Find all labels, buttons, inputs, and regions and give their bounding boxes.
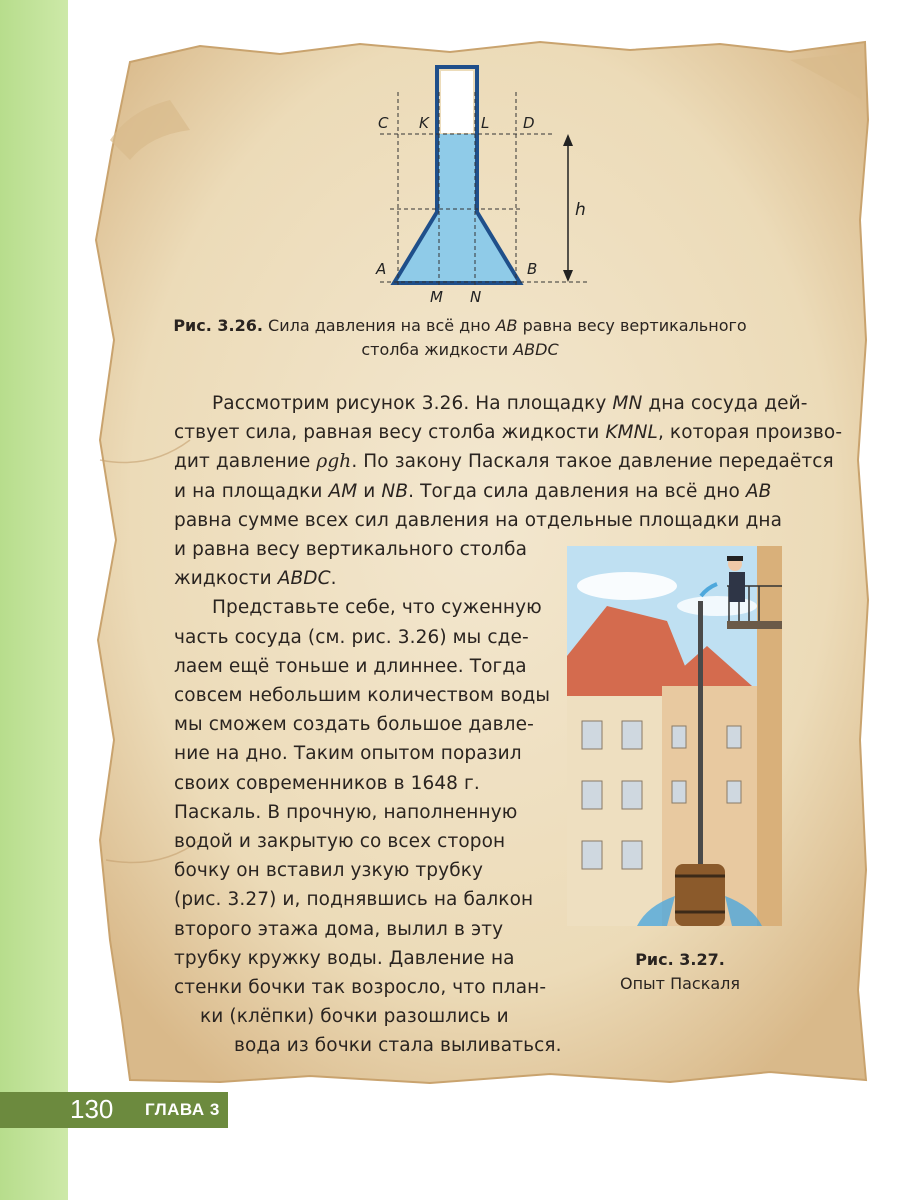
chapter-label: ГЛАВА 3 <box>145 1100 220 1119</box>
text-line: водой и закрытую со всех сторон <box>174 831 506 852</box>
pascal-barrel-illustration <box>567 546 782 926</box>
label-n: N <box>470 288 482 306</box>
text-line: своих современников в 1648 г. <box>174 772 480 794</box>
text-line: Паскаль. В прочную, наполненную <box>174 801 518 823</box>
figure-3-27-caption <box>600 948 760 996</box>
text-line: лаем ещё тоньше и длиннее. Тогда <box>174 655 527 677</box>
text-line: дит давление ρgh. По закону Паскаля такое давление передаётся <box>174 451 834 473</box>
label-k: K <box>419 114 429 132</box>
text-line: бочку он вставил узкую трубку <box>174 860 484 882</box>
text-line: (рис. 3.27) и, поднявшись на балкон <box>174 889 534 911</box>
green-side-strip <box>0 0 68 1200</box>
text-line: ки (клёпки) бочки разошлись и <box>200 1006 509 1028</box>
page-number: 130 <box>70 1094 114 1124</box>
text-line: совсем небольшим количеством воды <box>174 685 551 706</box>
text-line: второго этажа дома, вылил в эту <box>174 918 504 940</box>
text-line: часть сосуда (см. рис. 3.26) мы сде- <box>174 626 529 648</box>
text-line: трубку кружку воды. Давление на <box>174 947 515 969</box>
label-d: D <box>523 114 535 132</box>
label-a: A <box>376 260 387 278</box>
caption-text: Опыт Паскаля <box>619 974 741 993</box>
text-line: и на площадки AM и NB. Тогда сила давления на всё дно AB <box>174 480 772 502</box>
label-l: L <box>481 114 490 132</box>
caption-number: Рис. 3.27. <box>635 950 725 969</box>
text-line: ние на дно. Таким опытом поразил <box>174 743 522 765</box>
vessel-water <box>396 134 518 282</box>
text-line: равна сумме всех сил давления на отдельные площадки дна <box>174 509 783 531</box>
text-line: мы сможем создать большое давле- <box>174 714 534 736</box>
vessel-diagram <box>350 62 620 307</box>
text-line: вода из бочки стала выливаться. <box>234 1035 562 1057</box>
text-line: Представьте себе, что суженную <box>212 597 542 619</box>
text-line: Рассмотрим рисунок 3.26. На площадку MN дна сосуда дей- <box>212 393 808 414</box>
text-line: жидкости ABDC. <box>174 568 337 590</box>
label-h: h <box>575 200 586 220</box>
text-line: и равна весу вертикального столба <box>174 539 528 560</box>
label-m: M <box>430 288 443 306</box>
text-line: ствует сила, равная весу столба жидкости KMNL, которая произво- <box>174 422 843 444</box>
caption-number: Рис. 3.26. <box>173 316 263 335</box>
text-line: стенки бочки так возросло, что план- <box>174 977 547 998</box>
figure-3-26-caption: Рис. 3.26. Сила давления на всё дно AB равна весу вертикального столба жидкости ABDC <box>173 316 747 359</box>
label-b: B <box>527 260 538 278</box>
label-c: C <box>378 114 389 132</box>
